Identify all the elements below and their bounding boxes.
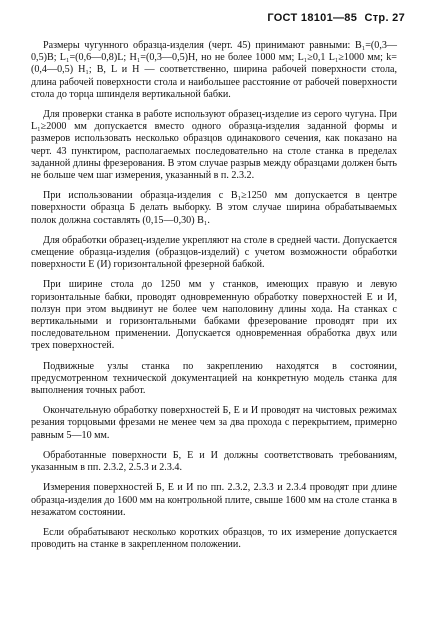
paragraph-final-machining: Окончательную обработку поверхностей Б, Е и И проводят на чистовых режимах резания торцовыми фрезами не менее чем за два прохода с перекрытием, примерно равным 5—10 мм. — [31, 405, 397, 441]
paragraph-moving-units: Подвижные узлы станка по закреплению находятся в состоянии, предусмотренном технической документацией на конкретную модель станка для выполнения точных работ. — [31, 360, 397, 397]
paragraph-sample-recess: При использовании образца-изделия с B₁≥1250 мм допускается в центре поверхности образца Б делать выборку. В этом случае ширина обрабатываемых полок должна составлять (0,15—0,30) B₁. — [31, 190, 397, 226]
page-header — [263, 12, 405, 24]
paragraph-requirements: Обработанные поверхности Б, Е и И должны соответствовать требованиям, указанным в пп. 2.3.2, 2.5.3 и 2.3.4. — [31, 449, 397, 474]
paragraph-short-samples: Если обрабатывают несколько коротких образцов, то их измерение допускается проводить на станке в закрепленном положении. — [31, 526, 397, 551]
page-number: Стр. 27 — [364, 12, 405, 24]
paragraph-milling-heads: При ширине стола до 1250 мм у станков, имеющих правую и левую горизонтальные бабки, проводят одновременную обработку поверхностей Е и И, ползун при этом выдвинут не более чем наполовину длины хода. На станках с вертикальными и горизонтальными бабками фрезерование проводят при их последовательном применении. Допускается одновременная обработка двух или трех поверхностей. — [31, 279, 397, 352]
document-body — [31, 40, 397, 551]
paragraph-sample-material: Для проверки станка в работе используют образец-изделие из серого чугуна. При L₁≥2000 мм допускается вместо одного образца-изделия заданной формы и размеров использовать несколько образцов одинакового сечения, как показано на черт. 43 пунктиром, располагаемых последовательно на столе станка в пределах заданной длины фрезерования. В этом случае разрыв между образцами должен быть не больше чем шаг измерения, указанный в п. 2.3.2. — [31, 109, 397, 182]
standard-number: ГОСТ 18101—85 — [267, 12, 358, 24]
paragraph-mounting: Для обработки образец-изделие укрепляют на столе в средней части. Допускается смещение образца-изделия (образцов-изделий) с учетом возможности обработки поверхности Е (И) горизонтальной фрезерной бабкой. — [31, 234, 397, 271]
paragraph-measurements: Измерения поверхностей Б, Е и И по пп. 2.3.2, 2.3.3 и 2.3.4 проводят при длине образца-изделия до 1600 мм на контрольной плите, свыше 1600 мм на столе станка в незажатом состоянии. — [31, 482, 397, 518]
paragraph-sample-dimensions: Размеры чугунного образца-изделия (черт. 45) принимают равными: B₁=(0,3—0,5)B; L₁=(0,6—0,8)L; H₁=(0,3—0,5)H, но не более 1000 мм; L₁≥0,1 L₁≥1000 мм; k=(0,4—0,5) H₁; B, L и H — соответственно, ширина рабочей поверхности стола, длина рабочей поверхности стола и наибольшее расстояние от рабочей поверхности стола до торца шпинделя вертикальной бабки. — [31, 40, 397, 100]
